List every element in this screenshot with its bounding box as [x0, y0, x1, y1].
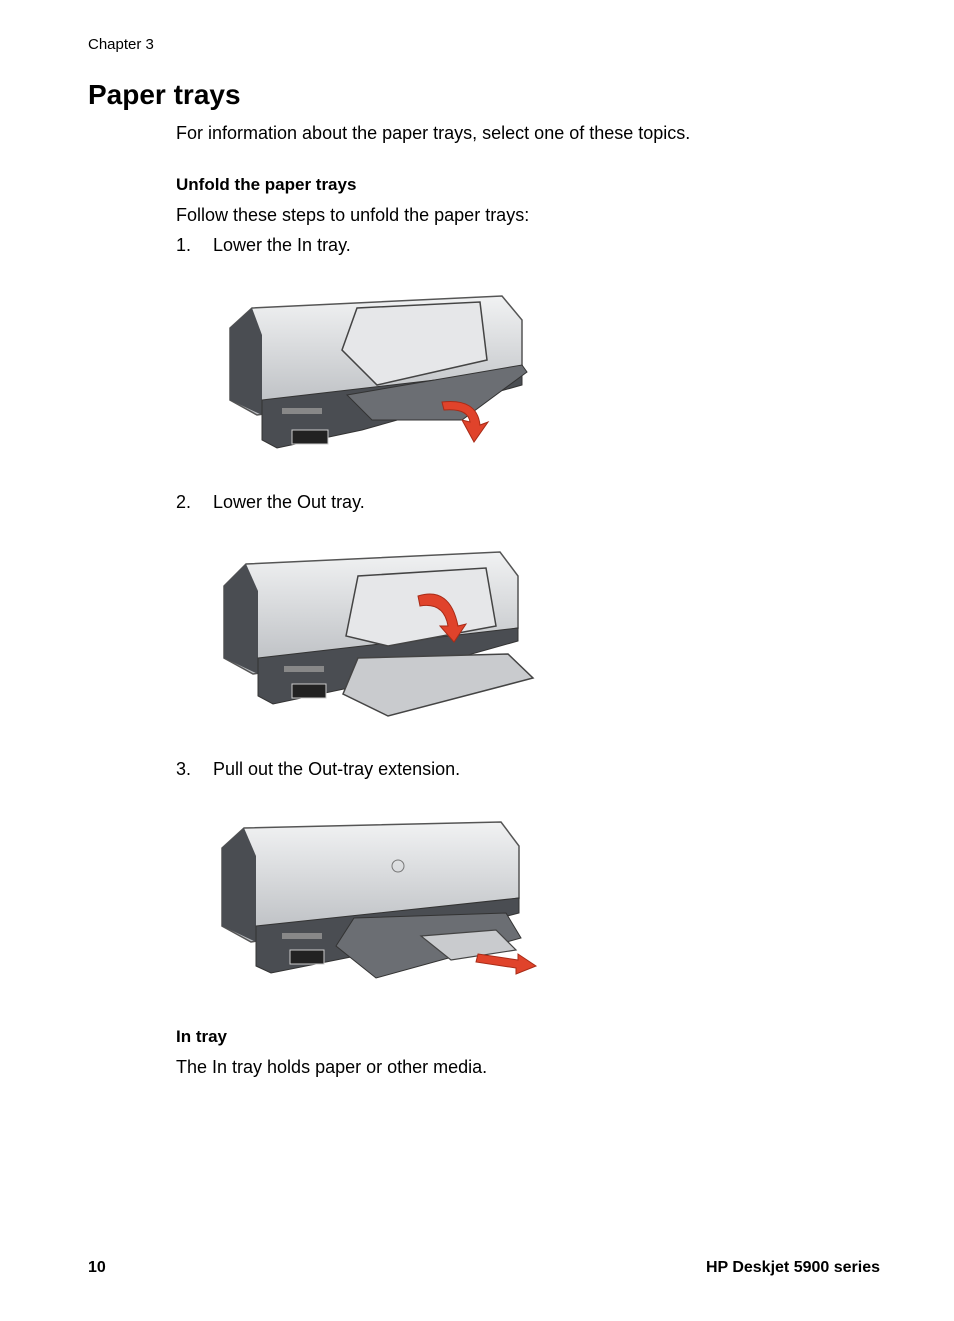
- step-number-3: 3.: [176, 759, 192, 779]
- printer-illustration-pull-out-extension: [216, 818, 541, 988]
- page-title: Paper trays: [88, 79, 241, 110]
- footer-product-name: HP Deskjet 5900 series: [705, 1259, 880, 1276]
- step-text-2: Lower the Out tray.: [213, 492, 365, 512]
- printer-illustration-lower-in-tray: [222, 290, 532, 455]
- arrow-down-icon: [442, 401, 488, 442]
- section-heading-in-tray: In tray: [176, 1027, 228, 1046]
- step-text-1: Lower the In tray.: [213, 235, 351, 255]
- section-heading-unfold: Unfold the paper trays: [176, 175, 357, 194]
- step-text-3: Pull out the Out-tray extension.: [213, 759, 461, 779]
- in-tray-text: The In tray holds paper or other media.: [176, 1057, 488, 1077]
- intro-text: For information about the paper trays, select one of these topics.: [176, 123, 691, 143]
- arrow-right-icon: [476, 954, 536, 974]
- unfold-lead-text: Follow these steps to unfold the paper trays:: [176, 205, 530, 225]
- step-number-2: 2.: [176, 492, 192, 512]
- chapter-label: Chapter 3: [88, 36, 154, 53]
- step-number-1: 1.: [176, 235, 192, 255]
- page-number: 10: [88, 1259, 106, 1276]
- printer-illustration-lower-out-tray: [218, 546, 538, 721]
